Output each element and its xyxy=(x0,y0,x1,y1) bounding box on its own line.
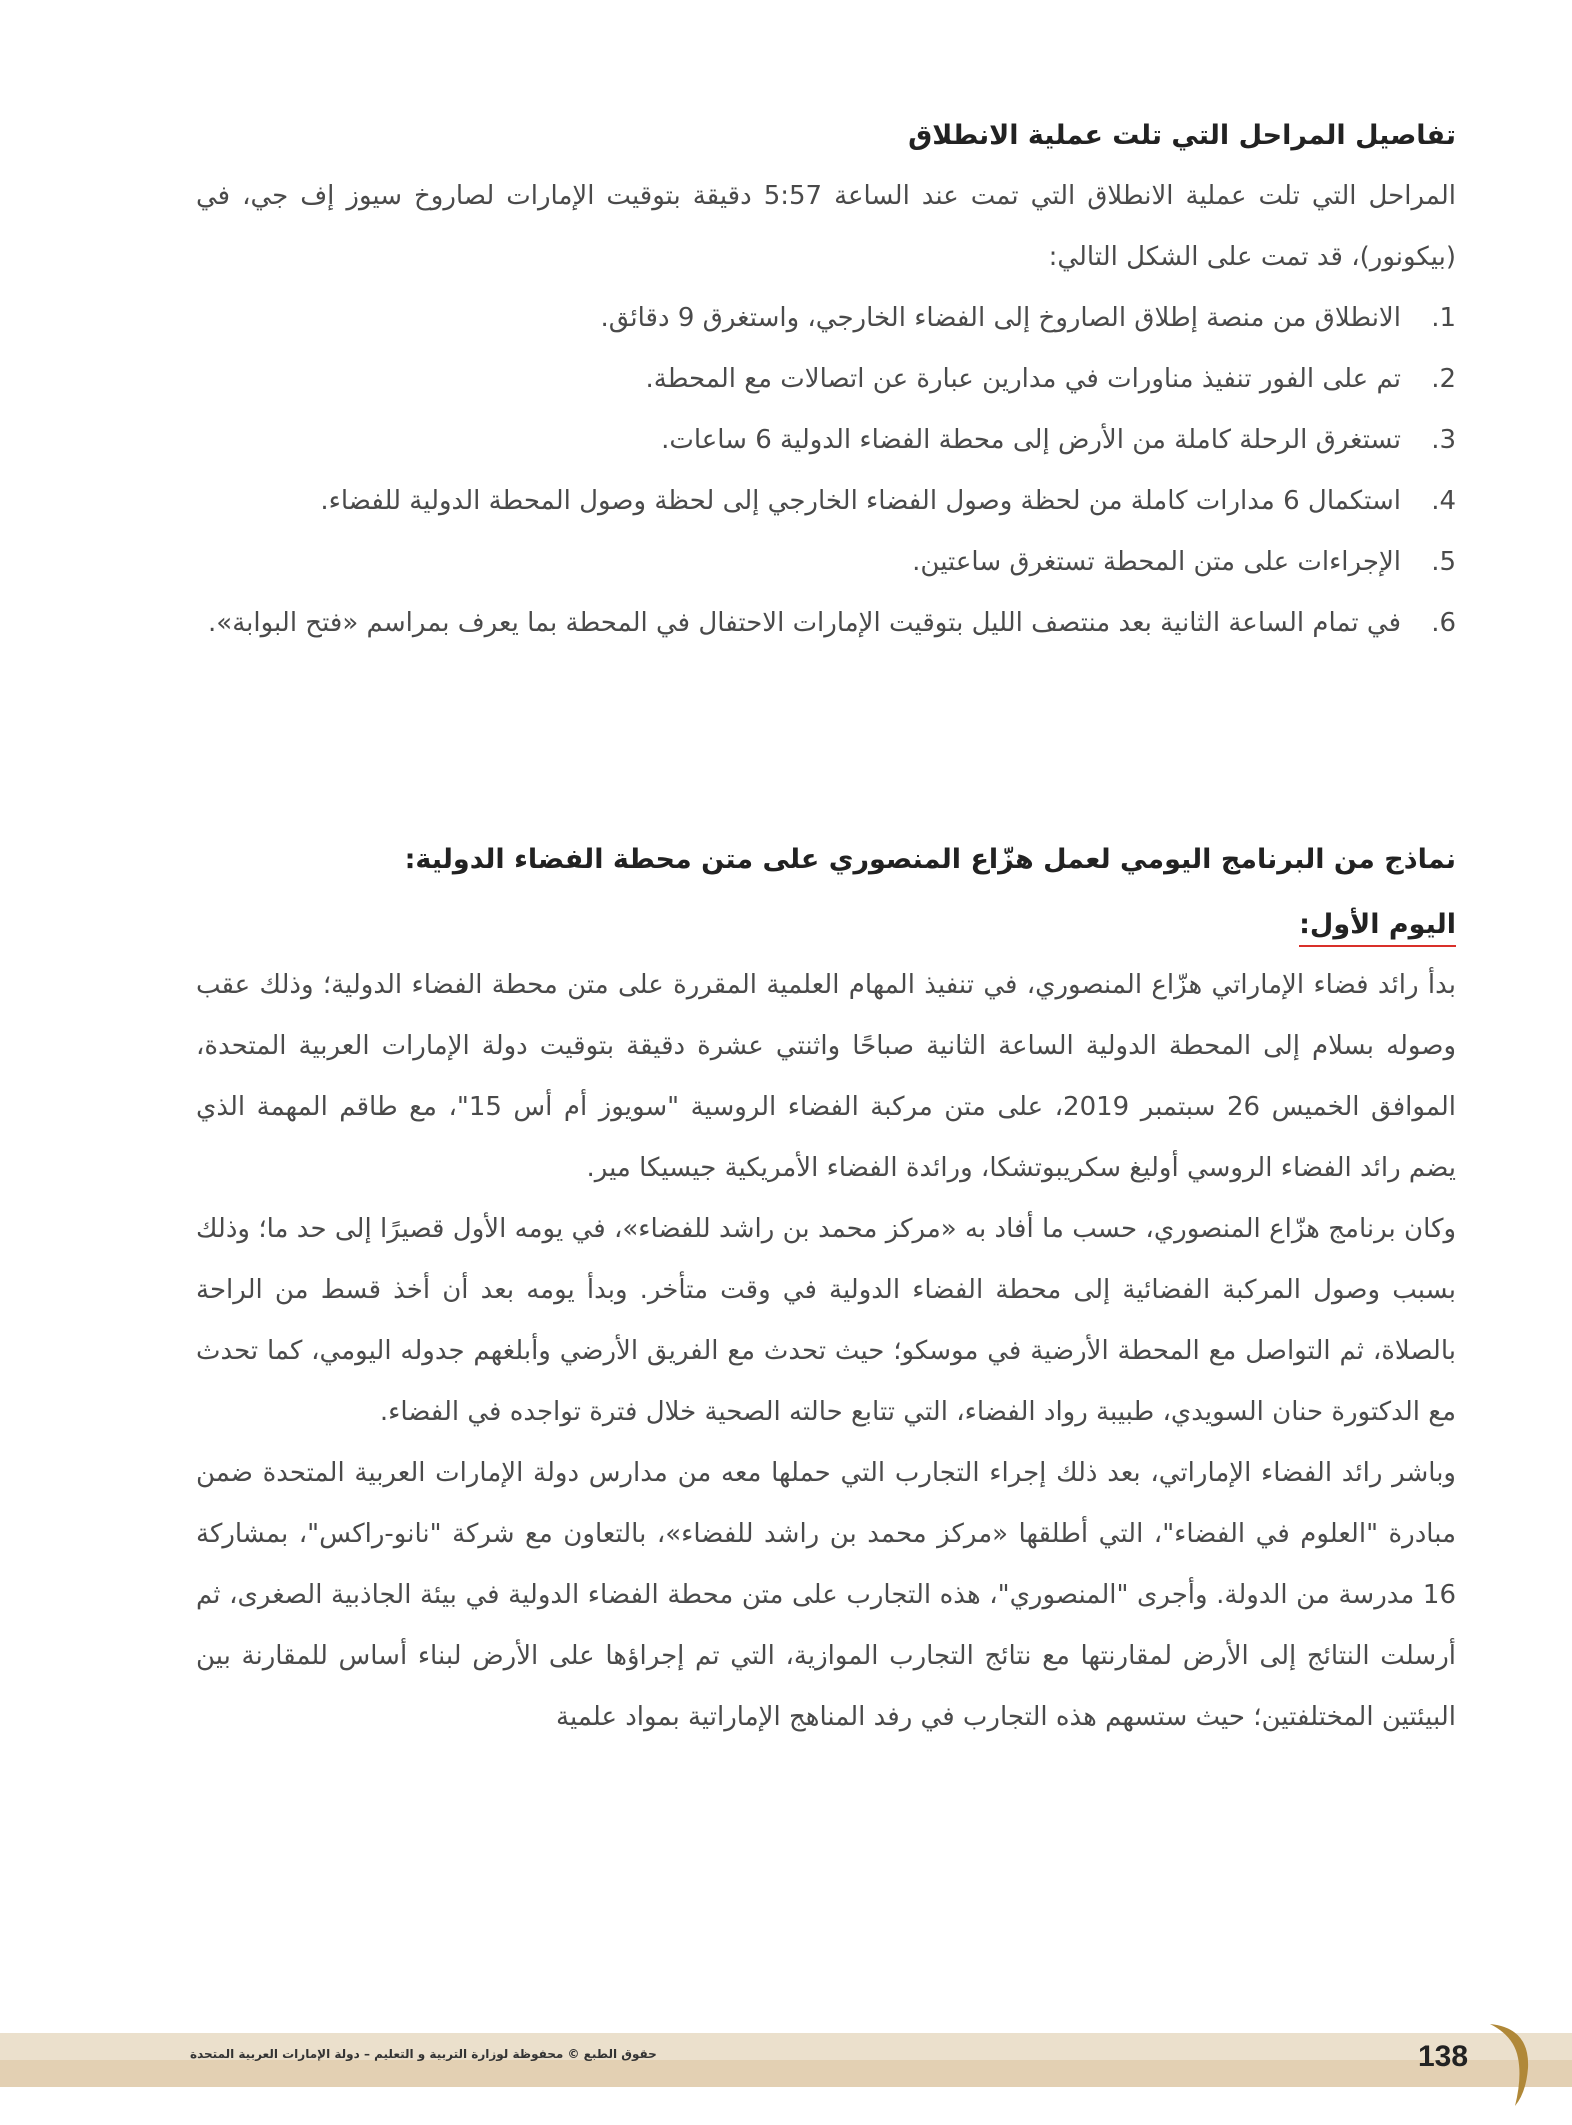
body-text xyxy=(196,955,1456,1748)
item-text: استكمال 6 مدارات كاملة من لحظة وصول الفضاء الخارجي إلى لحظة وصول المحطة الدولية للفضاء. xyxy=(320,486,1401,516)
list-item xyxy=(196,593,1456,654)
list-item xyxy=(196,288,1456,349)
page-number: 138 xyxy=(1418,2040,1469,2073)
list-item xyxy=(196,532,1456,593)
paragraph: وباشر رائد الفضاء الإماراتي، بعد ذلك إجراء التجارب التي حملها معه من مدارس دولة الإمارات العربية المتحدة ضمن مبادرة "العلوم في الفضاء"، التي أطلقها «مركز محمد بن راشد للفضاء»، بالتعاون مع شركة "نانو-راكس"، بمشاركة 16 مدرسة من الدولة. وأجرى "المنصوري"، هذه التجارب على متن محطة الفضاء الدولية في بيئة الجاذبية الصغرى، ثم أرسلت النتائج إلى الأرض لمقارنتها مع نتائج التجارب الموازية، التي تم إجراؤها على الأرض لبناء أساس للمقارنة بين البيئتين المختلفتين؛ حيث ستسهم هذه التجارب في رفد المناهج الإماراتية بمواد علمية xyxy=(196,1458,1456,1732)
day-heading xyxy=(196,894,1456,955)
list-item xyxy=(196,410,1456,471)
paragraph: بدأ رائد فضاء الإماراتي هزّاع المنصوري، في تنفيذ المهام العلمية المقررة على متن محطة الفضاء الدولية؛ وذلك عقب وصوله بسلام إلى المحطة الدولية الساعة الثانية صباحًا واثنتي عشرة دقيقة بتوقيت دولة الإمارات العربية المتحدة، الموافق الخميس 26 سبتمبر 2019، على متن مركبة الفضاء الروسية "سويوز أم أس 15"، مع طاقم المهمة الذي يضم رائد الفضاء الروسي أوليغ سكريبوتشكا، ورائدة الفضاء الأمريكية جيسيكا مير. xyxy=(196,970,1456,1183)
section-title: تفاصيل المراحل التي تلت عملية الانطلاق xyxy=(908,120,1456,151)
item-number: 5. xyxy=(1431,547,1456,577)
day-heading-text: اليوم الأول: xyxy=(1299,905,1456,947)
program-heading: نماذج من البرنامج اليومي لعمل هزّاع المنصوري على متن محطة الفضاء الدولية: xyxy=(404,844,1456,875)
item-text: تم على الفور تنفيذ مناورات في مدارين عبارة عن اتصالات مع المحطة. xyxy=(645,364,1401,394)
footer-copyright: حقوق الطبع © محفوظة لوزارة التربية و التعليم – دولة الإمارات العربية المتحدة xyxy=(190,2047,657,2061)
list-item xyxy=(196,471,1456,532)
item-text: في تمام الساعة الثانية بعد منتصف الليل بتوقيت الإمارات الاحتفال في المحطة بما يعرف بمراسم «فتح البوابة». xyxy=(208,608,1401,638)
item-number: 1. xyxy=(1431,303,1456,333)
item-number: 4. xyxy=(1431,486,1456,516)
steps-list xyxy=(196,288,1456,654)
intro-paragraph: المراحل التي تلت عملية الانطلاق التي تمت عند الساعة 5:57 دقيقة بتوقيت الإمارات لصاروخ سيوز إف جي، في (بيكونور)، قد تمت على الشكل التالي: xyxy=(196,181,1456,272)
decorative-arc-icon xyxy=(1470,2018,1540,2108)
item-text: الانطلاق من منصة إطلاق الصاروخ إلى الفضاء الخارجي، واستغرق 9 دقائق. xyxy=(600,303,1401,333)
paragraph: وكان برنامج هزّاع المنصوري، حسب ما أفاد به «مركز محمد بن راشد للفضاء»، في يومه الأول قصيرًا إلى حد ما؛ وذلك بسبب وصول المركبة الفضائية إلى محطة الفضاء الدولية في وقت متأخر. وبدأ يومه بعد أن أخذ قسط من الراحة بالصلاة، ثم التواصل مع المحطة الأرضية في موسكو؛ حيث تحدث مع الفريق الأرضي وأبلغهم جدوله اليومي، كما تحدث مع الدكتورة حنان السويدي، طبيبة رواد الفضاء، التي تتابع حالته الصحية خلال فترة تواجده في الفضاء. xyxy=(196,1214,1456,1427)
item-number: 2. xyxy=(1431,364,1456,394)
item-text: الإجراءات على متن المحطة تستغرق ساعتين. xyxy=(912,547,1401,577)
item-number: 6. xyxy=(1431,608,1456,638)
item-text: تستغرق الرحلة كاملة من الأرض إلى محطة الفضاء الدولية 6 ساعات. xyxy=(661,425,1401,455)
item-number: 3. xyxy=(1431,425,1456,455)
list-item xyxy=(196,349,1456,410)
